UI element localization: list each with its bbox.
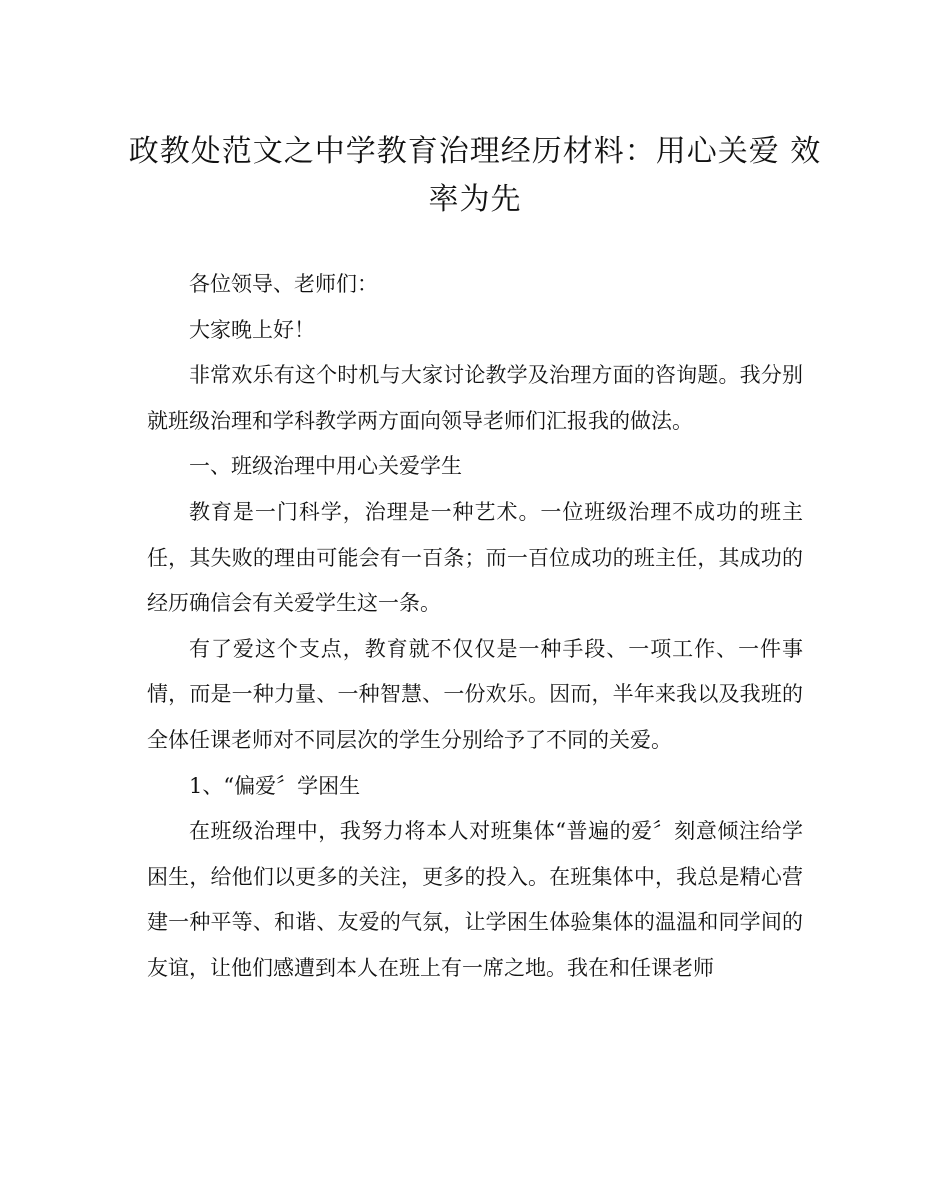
paragraph-struggling-students: 在班级治理中，我努力将本人对班集体“普遍的爱〞刻意倾注给学困生，给他们以更多的关注，更多的投入。在班集体中，我总是精心营建一种平等、和谐、友爱的气氛，让学困生体验集体的温温和同学间的友谊，让他们感遭到本人在班上有一席之地。我在和任课老师 bbox=[147, 819, 803, 980]
paragraph-intro: 非常欢乐有这个时机与大家讨论教学及治理方面的咨询题。我分别就班级治理和学科教学两方面向领导老师们汇报我的做法。 bbox=[147, 363, 803, 433]
paragraph-love: 有了爱这个支点，教育就不仅仅是一种手段、一项工作、一件事情，而是一种力量、一种智慧、一份欢乐。因而，半年来我以及我班的全体任课老师对不同层次的学生分别给予了不同的关爱。 bbox=[147, 636, 803, 752]
section-heading-1: 一、班级治理中用心关爱学生 bbox=[189, 454, 462, 479]
subsection-heading-1: 1、“偏爱〞学困生 bbox=[189, 773, 361, 798]
salutation: 各位领导、老师们： bbox=[189, 272, 378, 296]
paragraph-education: 教育是一门科学，治理是一种艺术。一位班级治理不成功的班主任，其失败的理由可能会有一百条；而一百位成功的班主任，其成功的经历确信会有关爱学生这一条。 bbox=[147, 499, 803, 616]
document-title: 政教处范文之中学教育治理经历材料：用心关爱 效率为先 bbox=[128, 134, 822, 217]
greeting: 大家晚上好！ bbox=[189, 317, 315, 342]
document-body bbox=[147, 262, 803, 992]
